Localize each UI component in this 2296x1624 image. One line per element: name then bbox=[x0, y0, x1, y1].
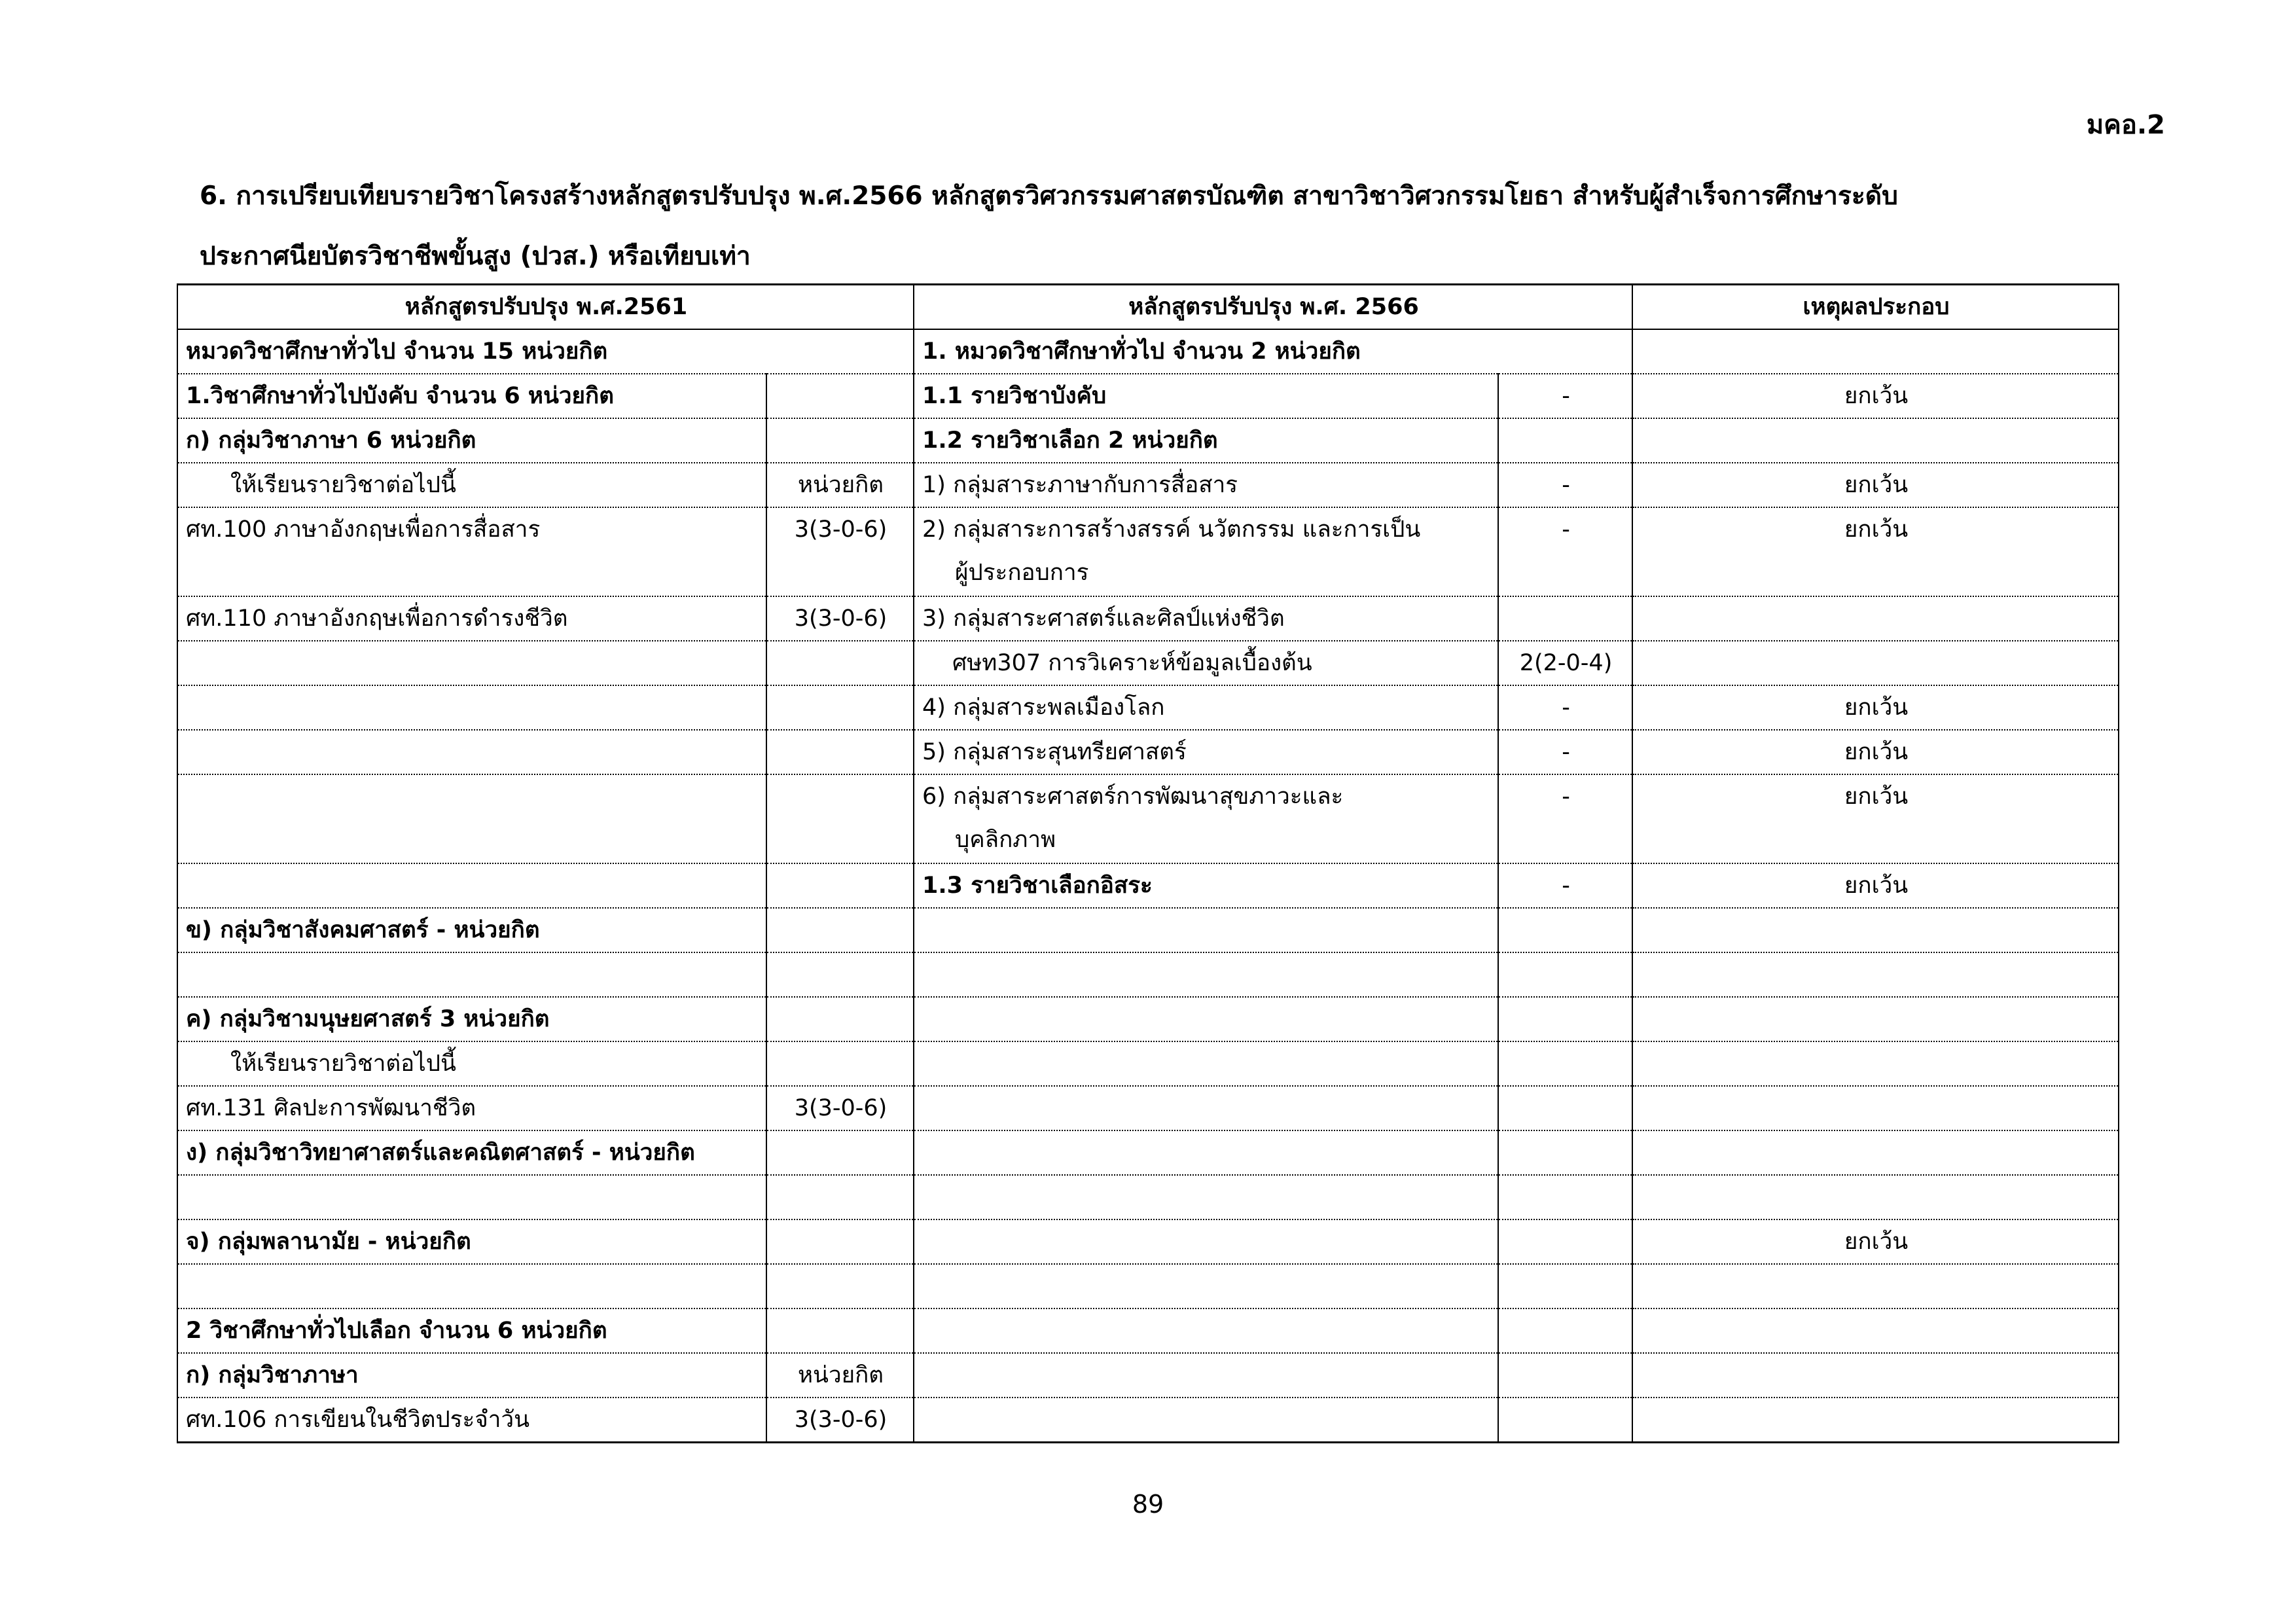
header-old-curriculum: หลักสูตรปรับปรุง พ.ศ.2561 bbox=[177, 285, 914, 330]
table-row bbox=[177, 685, 2119, 730]
old-course: 1.วิชาศึกษาทั่วไปบังคับ จำนวน 6 หน่วยกิต bbox=[177, 374, 766, 418]
old-credit bbox=[766, 1130, 914, 1175]
new-course: 1) กลุ่มสาระภาษากับการสื่อสาร bbox=[914, 463, 1498, 507]
new-credit bbox=[1498, 596, 1632, 641]
document-code: มคอ.2 bbox=[2086, 110, 2165, 140]
table-row bbox=[177, 1086, 2119, 1130]
old-credit bbox=[766, 1308, 914, 1353]
reason bbox=[1632, 1175, 2119, 1219]
new-credit bbox=[1498, 1353, 1632, 1398]
reason bbox=[1632, 329, 2119, 374]
reason bbox=[1632, 952, 2119, 997]
table-row bbox=[177, 730, 2119, 774]
new-credit bbox=[1498, 1130, 1632, 1175]
new-course bbox=[914, 997, 1498, 1041]
table-row bbox=[177, 908, 2119, 952]
old-credit: 3(3-0-6) bbox=[766, 1086, 914, 1130]
reason: ยกเว้น bbox=[1632, 730, 2119, 774]
old-credit: 3(3-0-6) bbox=[766, 507, 914, 596]
old-course: ก) กลุ่มวิชาภาษา 6 หน่วยกิต bbox=[177, 418, 766, 463]
table-row bbox=[177, 596, 2119, 641]
table-row bbox=[177, 1264, 2119, 1308]
table-row bbox=[177, 774, 2119, 863]
old-credit bbox=[766, 1175, 914, 1219]
new-course-line-2: ผู้ประกอบการ bbox=[955, 560, 1089, 586]
reason: ยกเว้น bbox=[1632, 374, 2119, 418]
new-credit bbox=[1498, 1308, 1632, 1353]
new-course bbox=[914, 952, 1498, 997]
old-credit bbox=[766, 1041, 914, 1086]
old-credit: 3(3-0-6) bbox=[766, 1398, 914, 1443]
old-course: ให้เรียนรายวิชาต่อไปนี้ bbox=[177, 1041, 766, 1086]
new-credit: - bbox=[1498, 507, 1632, 596]
old-credit bbox=[766, 418, 914, 463]
new-credit: - bbox=[1498, 685, 1632, 730]
old-credit bbox=[766, 730, 914, 774]
old-course: 2 วิชาศึกษาทั่วไปเลือก จำนวน 6 หน่วยกิต bbox=[177, 1308, 766, 1353]
old-course: ก) กลุ่มวิชาภาษา bbox=[177, 1353, 766, 1398]
new-course bbox=[914, 1308, 1498, 1353]
table-row bbox=[177, 641, 2119, 685]
reason bbox=[1632, 1308, 2119, 1353]
reason bbox=[1632, 1130, 2119, 1175]
table-row bbox=[177, 1308, 2119, 1353]
new-credit: - bbox=[1498, 863, 1632, 908]
page-number: 89 bbox=[1132, 1490, 1164, 1519]
old-course: ให้เรียนรายวิชาต่อไปนี้ bbox=[177, 463, 766, 507]
new-credit: - bbox=[1498, 730, 1632, 774]
reason bbox=[1632, 1086, 2119, 1130]
new-course: 3) กลุ่มสาระศาสตร์และศิลป์แห่งชีวิต bbox=[914, 596, 1498, 641]
old-credit: หน่วยกิต bbox=[766, 463, 914, 507]
new-course: 1.1 รายวิชาบังคับ bbox=[914, 374, 1498, 418]
old-credit bbox=[766, 774, 914, 863]
old-course: ศท.100 ภาษาอังกฤษเพื่อการสื่อสาร bbox=[177, 507, 766, 596]
old-course bbox=[177, 774, 766, 863]
new-course bbox=[914, 1175, 1498, 1219]
reason bbox=[1632, 1353, 2119, 1398]
old-course bbox=[177, 952, 766, 997]
old-credit bbox=[766, 952, 914, 997]
new-course bbox=[914, 908, 1498, 952]
old-course bbox=[177, 1175, 766, 1219]
table-header-row bbox=[177, 285, 2119, 330]
new-course: 1.3 รายวิชาเลือกอิสระ bbox=[914, 863, 1498, 908]
old-credit bbox=[766, 374, 914, 418]
old-credit bbox=[766, 997, 914, 1041]
new-credit bbox=[1498, 1086, 1632, 1130]
old-credit bbox=[766, 908, 914, 952]
old-course bbox=[177, 730, 766, 774]
new-credit: - bbox=[1498, 463, 1632, 507]
reason bbox=[1632, 1041, 2119, 1086]
table-row bbox=[177, 507, 2119, 596]
new-credit bbox=[1498, 1264, 1632, 1308]
reason bbox=[1632, 908, 2119, 952]
reason: ยกเว้น bbox=[1632, 463, 2119, 507]
table-row bbox=[177, 1219, 2119, 1264]
new-course: 1. หมวดวิชาศึกษาทั่วไป จำนวน 2 หน่วยกิต bbox=[914, 329, 1632, 374]
new-course bbox=[914, 507, 1498, 596]
new-course: ศษท307 การวิเคราะห์ข้อมูลเบื้องต้น bbox=[914, 641, 1498, 685]
reason bbox=[1632, 418, 2119, 463]
table-row bbox=[177, 1398, 2119, 1443]
old-course: ศท.131 ศิลปะการพัฒนาชีวิต bbox=[177, 1086, 766, 1130]
table-row bbox=[177, 329, 2119, 374]
new-course bbox=[914, 1264, 1498, 1308]
new-credit bbox=[1498, 418, 1632, 463]
old-course bbox=[177, 685, 766, 730]
reason: ยกเว้น bbox=[1632, 863, 2119, 908]
old-course: ง) กลุ่มวิชาวิทยาศาสตร์และคณิตศาสตร์ - หน่วยกิต bbox=[177, 1130, 766, 1175]
new-credit bbox=[1498, 1398, 1632, 1443]
new-course-line-2: บุคลิกภาพ bbox=[955, 827, 1056, 853]
reason: ยกเว้น bbox=[1632, 774, 2119, 863]
new-credit bbox=[1498, 952, 1632, 997]
reason bbox=[1632, 596, 2119, 641]
section-heading-line-1: 6. การเปรียบเทียบรายวิชาโครงสร้างหลักสูตรปรับปรุง พ.ศ.2566 หลักสูตรวิศวกรรมศาสตรบัณฑิต สาขาวิชาวิศวกรรมโยธา สำหรับผู้สำเร็จการศึกษาระดับ bbox=[200, 181, 1898, 211]
new-course bbox=[914, 1219, 1498, 1264]
table-row bbox=[177, 1175, 2119, 1219]
table-row bbox=[177, 1353, 2119, 1398]
old-course bbox=[177, 863, 766, 908]
reason bbox=[1632, 1264, 2119, 1308]
old-credit bbox=[766, 685, 914, 730]
new-course: 4) กลุ่มสาระพลเมืองโลก bbox=[914, 685, 1498, 730]
curriculum-comparison-table bbox=[177, 283, 2119, 1443]
old-credit bbox=[766, 863, 914, 908]
old-credit bbox=[766, 641, 914, 685]
new-credit bbox=[1498, 1175, 1632, 1219]
new-course bbox=[914, 1041, 1498, 1086]
header-new-curriculum: หลักสูตรปรับปรุง พ.ศ. 2566 bbox=[914, 285, 1632, 330]
new-course bbox=[914, 1086, 1498, 1130]
old-credit: 3(3-0-6) bbox=[766, 596, 914, 641]
old-course: หมวดวิชาศึกษาทั่วไป จำนวน 15 หน่วยกิต bbox=[177, 329, 914, 374]
old-credit: หน่วยกิต bbox=[766, 1353, 914, 1398]
old-course bbox=[177, 641, 766, 685]
reason: ยกเว้น bbox=[1632, 1219, 2119, 1264]
table-row bbox=[177, 863, 2119, 908]
new-credit bbox=[1498, 1219, 1632, 1264]
old-course: ค) กลุ่มวิชามนุษยศาสตร์ 3 หน่วยกิต bbox=[177, 997, 766, 1041]
old-course bbox=[177, 1264, 766, 1308]
new-credit: 2(2-0-4) bbox=[1498, 641, 1632, 685]
old-credit bbox=[766, 1219, 914, 1264]
new-credit: - bbox=[1498, 774, 1632, 863]
reason: ยกเว้น bbox=[1632, 507, 2119, 596]
table-row bbox=[177, 418, 2119, 463]
reason bbox=[1632, 997, 2119, 1041]
old-course: จ) กลุ่มพลานามัย - หน่วยกิต bbox=[177, 1219, 766, 1264]
table-row bbox=[177, 1130, 2119, 1175]
new-credit: - bbox=[1498, 374, 1632, 418]
old-credit bbox=[766, 1264, 914, 1308]
new-course: 5) กลุ่มสาระสุนทรียศาสตร์ bbox=[914, 730, 1498, 774]
old-course: ศท.110 ภาษาอังกฤษเพื่อการดำรงชีวิต bbox=[177, 596, 766, 641]
new-course bbox=[914, 774, 1498, 863]
new-credit bbox=[1498, 997, 1632, 1041]
table-row bbox=[177, 997, 2119, 1041]
reason bbox=[1632, 1398, 2119, 1443]
table-row bbox=[177, 1041, 2119, 1086]
reason: ยกเว้น bbox=[1632, 685, 2119, 730]
table-row bbox=[177, 952, 2119, 997]
new-course: 1.2 รายวิชาเลือก 2 หน่วยกิต bbox=[914, 418, 1498, 463]
new-course bbox=[914, 1130, 1498, 1175]
reason bbox=[1632, 641, 2119, 685]
section-heading-line-2: ประกาศนียบัตรวิชาชีพขั้นสูง (ปวส.) หรือเทียบเท่า bbox=[200, 242, 751, 271]
old-course: ข) กลุ่มวิชาสังคมศาสตร์ - หน่วยกิต bbox=[177, 908, 766, 952]
new-credit bbox=[1498, 1041, 1632, 1086]
new-course bbox=[914, 1398, 1498, 1443]
new-course bbox=[914, 1353, 1498, 1398]
table-row bbox=[177, 374, 2119, 418]
table-row bbox=[177, 463, 2119, 507]
new-course-line-1: 6) กลุ่มสาระศาสตร์การพัฒนาสุขภาวะและ bbox=[922, 784, 1344, 810]
new-course-line-1: 2) กลุ่มสาระการสร้างสรรค์ นวัตกรรม และการเป็น bbox=[922, 516, 1421, 543]
header-reason: เหตุผลประกอบ bbox=[1632, 285, 2119, 330]
new-credit bbox=[1498, 908, 1632, 952]
old-course: ศท.106 การเขียนในชีวิตประจำวัน bbox=[177, 1398, 766, 1443]
